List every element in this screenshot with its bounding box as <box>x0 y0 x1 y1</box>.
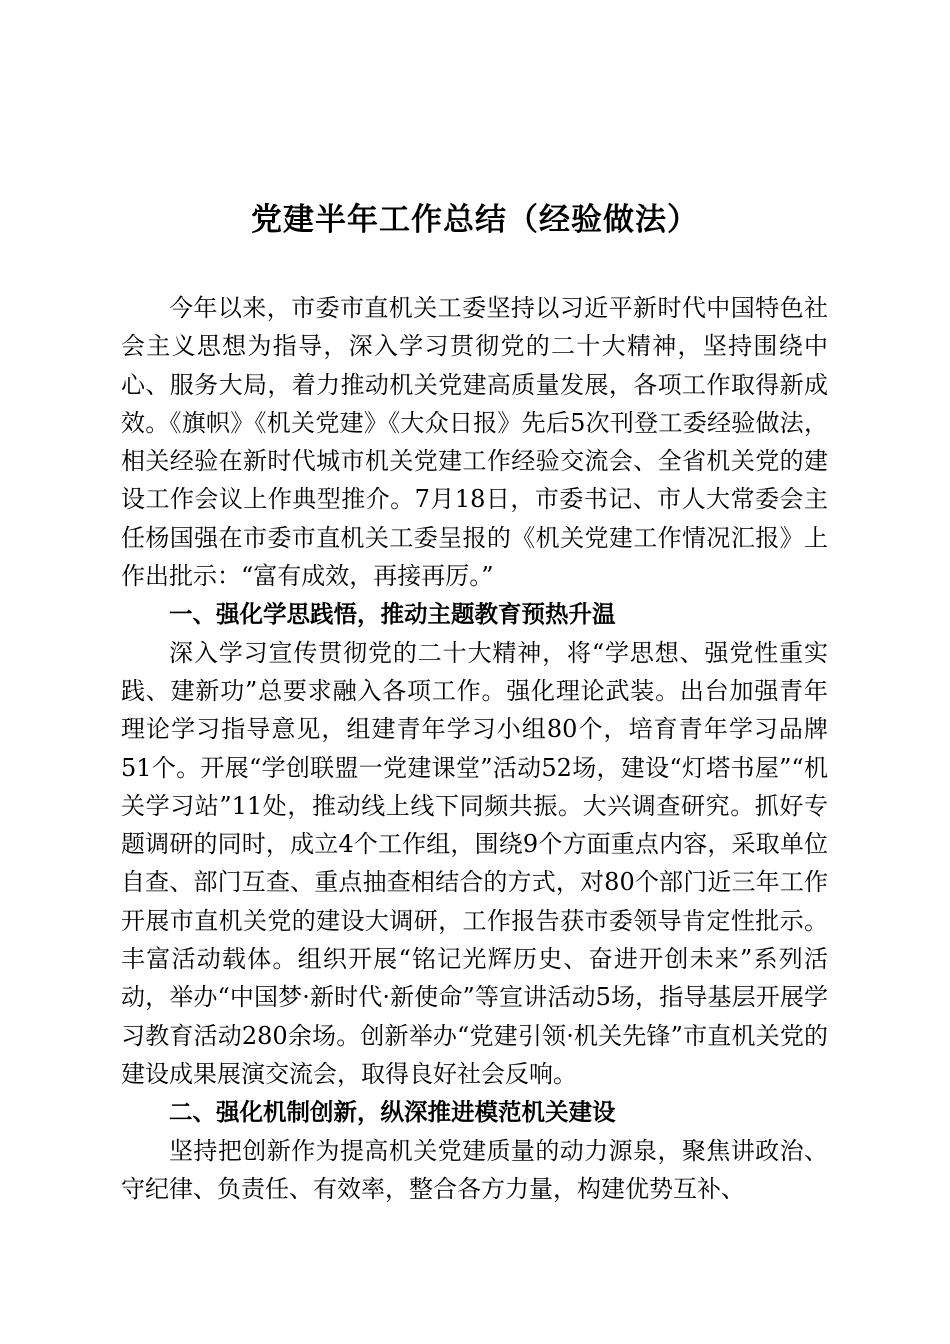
section-heading-2: 二、强化机制创新，纵深推进模范机关建设 <box>169 1098 616 1127</box>
section-paragraph-1: 深入学习宣传贯彻党的二十大精神，将“学思想、强党性重实践、建新功”总要求融入各项工作。强化理论武装。出台加强青年理论学习指导意见，组建青年学习小组80个，培育青年学习品牌51个。开展“学创联盟一党建课堂”活动52场，建设“灯塔书屋”“机关学习站”11处，推动线上线下同频共振。大兴调查研究。抓好专题调研的同时，成立4个工作组，围绕9个方面重点内容，采取单位自查、部门互查、重点抽查相结合的方式，对80个部门近三年工作开展市直机关党的建设大调研，工作报告获市委领导肯定性批示。丰富活动载体。组织开展“铭记光辉历史、奋进开创未来”系列活动，举办“中国梦·新时代·新使命”等宣讲活动5场，指导基层开展学习教育活动280余场。创新举办“党建引领·机关先锋”市直机关党的建设成果展演交流会，取得良好社会反响。 <box>121 638 828 1088</box>
intro-paragraph: 今年以来，市委市直机关工委坚持以习近平新时代中国特色社会主义思想为指导，深入学习贯彻党的二十大精神，坚持围绕中心、服务大局，着力推动机关党建高质量发展，各项工作取得新成效。《旗帜》《机关党建》《大众日报》先后5次刊登工委经验做法，相关经验在新时代城市机关党建工作经验交流会、全省机关党的建设工作会议上作典型推介。7月18日，市委书记、市人大常委会主任杨国强在市委市直机关工委呈报的《机关党建工作情况汇报》上作出批示：“富有成效，再接再厉。” <box>121 294 828 591</box>
document-body <box>121 289 828 1208</box>
section-heading-1: 一、强化学思践悟，推动主题教育预热升温 <box>169 600 616 629</box>
document-title: 党建半年工作总结（经验做法） <box>251 202 699 238</box>
section-paragraph-2: 坚持把创新作为提高机关党建质量的动力源泉，聚焦讲政治、守纪律、负责任、有效率，整合各方力量，构建优势互补、 <box>121 1136 828 1203</box>
